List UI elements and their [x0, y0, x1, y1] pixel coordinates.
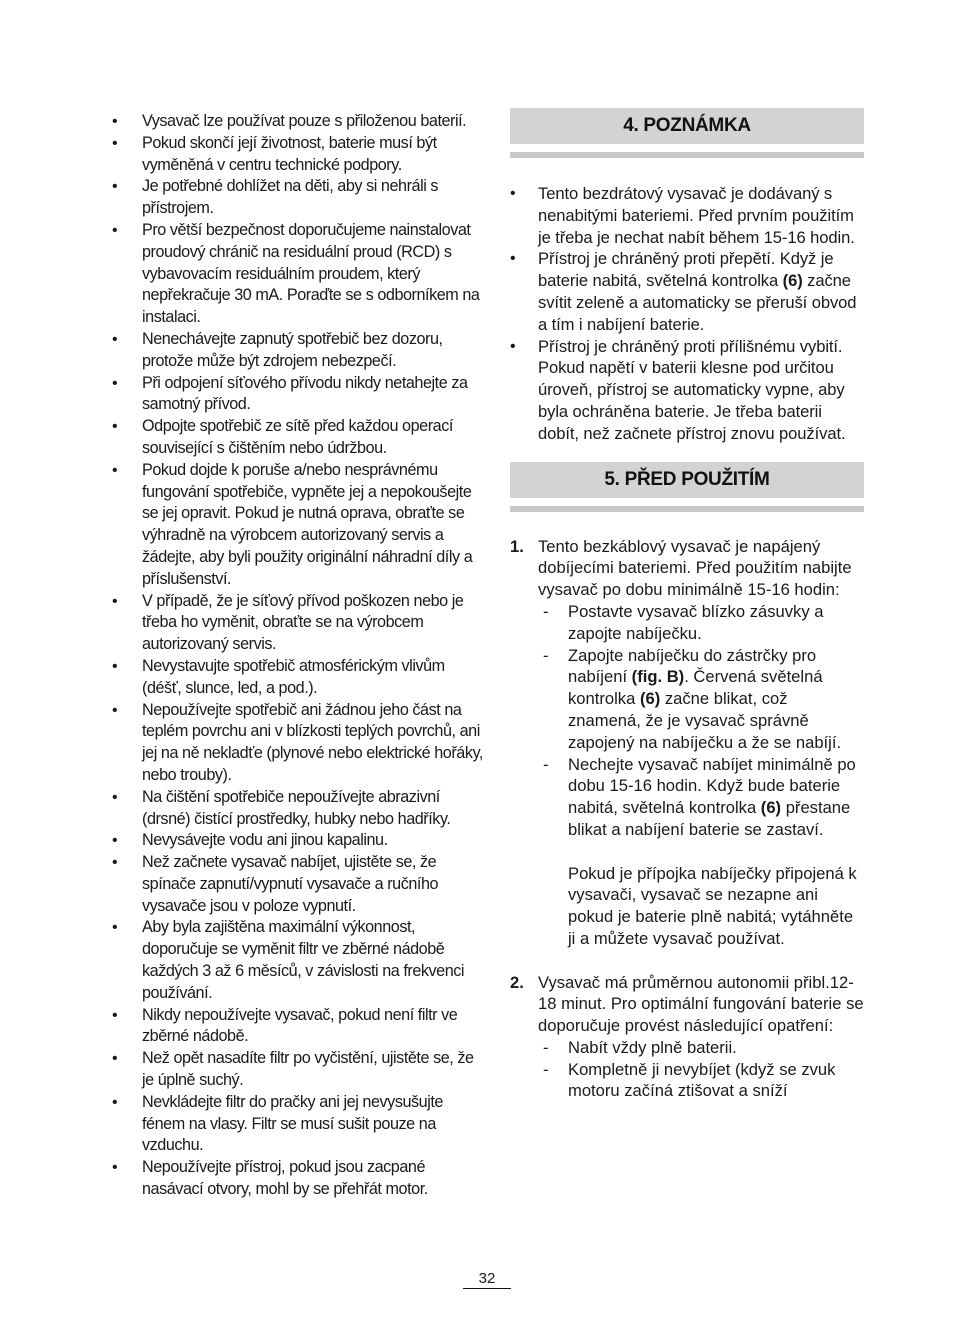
list-item: • Na čištění spotřebiče nepoužívejte abrazivní (drsné) čistící prostředky, hubky nebo hadříky. — [112, 787, 484, 831]
list-item: • Vysavač lze používat pouze s přiloženou baterií. — [112, 111, 484, 133]
safety-bullet-list — [112, 111, 484, 1201]
list-item: • Nikdy nepoužívejte vysavač, pokud není filtr ve zběrné nádobě. — [112, 1005, 484, 1049]
step-number: 1. — [510, 536, 524, 556]
section-4-heading: 4. POZNÁMKA — [510, 108, 864, 144]
list-item: • Nevystavujte spotřebič atmosférickým vlivům (déšť, slunce, led, a pod.). — [112, 656, 484, 700]
list-item: • Pro větší bezpečnost doporučujeme nainstalovat proudový chránič na residuální proud (RCD) s vybavovacím residuálním proudem, který nepřekračuje 30 mA. Poraďte se s odborníkem na instalaci. — [112, 220, 484, 329]
note-bullet-list — [510, 183, 864, 445]
list-item: • Než opět nasadíte filtr po vyčistění, ujistěte se, že je úplně suchý. — [112, 1048, 484, 1092]
right-column — [510, 108, 864, 1102]
left-column — [112, 111, 484, 1201]
note-paragraph: Pokud je přípojka nabíječky připojená k vysavači, vysavač se nezapne ani pokud je baterie plně nabitá; vytáhněte ji a můžete vysavač používat. — [568, 863, 857, 948]
step-item: 2. Vysavač má průměrnou autonomii přibl.12-18 minut. Pro optimální fungování baterie se doporučuje provést následující opatření: - Nabít vždy plně baterii. - Kompletně ji nevybíjet (když se zvuk motoru začíná ztišovat a sníží — [510, 972, 864, 1103]
list-item: • V případě, že je síťový přívod poškozen nebo je třeba ho vyměnit, obraťte se na výrobcem autorizovaný servis. — [112, 591, 484, 656]
list-item: • Pokud skončí její životnost, baterie musí být vyměněná v centru technické podpory. — [112, 133, 484, 177]
step-number: 2. — [510, 972, 524, 992]
list-item: • Přístroj je chráněný proti přepětí. Když je baterie nabitá, světelná kontrolka (6) začne svítit zeleně a automaticky se přeruší obvod a tím i nabíjení baterie. — [510, 248, 864, 335]
list-item: • Nepoužívejte přístroj, pokud jsou zacpané nasávací otvory, mohl by se přehřát motor. — [112, 1157, 484, 1201]
list-item: • Odpojte spotřebič ze sítě před každou operací související s čištěním nebo údržbou. — [112, 416, 484, 460]
list-item: • Tento bezdrátový vysavač je dodávaný s nenabitými bateriemi. Před prvním použitím je třeba je nechat nabít během 15-16 hodin. — [510, 183, 864, 248]
dash-item: - Nabít vždy plně baterii. — [538, 1037, 864, 1059]
dash-item: - Zapojte nabíječku do zástrčky pro nabíjení (fig. B). Červená světelná kontrolka (6) začne blikat, což znamená, že je vysavač správně zapojený na nabíječku a že se nabíjí. — [538, 645, 864, 754]
list-item: • Než začnete vysavač nabíjet, ujistěte se, že spínače zapnutí/vypnutí vysavače a ručního vysavače jsou v poloze vypnutí. — [112, 852, 484, 917]
page-number: 32 — [463, 1270, 511, 1289]
steps-list — [510, 536, 864, 1103]
list-item: • Nepoužívejte spotřebič ani žádnou jeho část na teplém povrchu ani v blízkosti teplých povrchů, ani jej na ně nekladťe (plynové nebo elektrické hořáky, nebo trouby). — [112, 700, 484, 787]
section-5-heading: 5. PŘED POUŽITÍM — [510, 462, 864, 498]
dash-item: - Nechejte vysavač nabíjet minimálně po dobu 15-16 hodin. Když bude baterie nabitá, světelná kontrolka (6) přestane blikat a nabíjení baterie se zastaví. — [538, 754, 864, 841]
dash-item: - Postavte vysavač blízko zásuvky a zapojte nabíječku. — [538, 601, 864, 645]
list-item: • Při odpojení síťového přívodu nikdy netahejte za samotný přívod. — [112, 373, 484, 417]
list-item: • Nenechávejte zapnutý spotřebič bez dozoru, protože může být zdrojem nebezpečí. — [112, 329, 484, 373]
list-item: • Nevkládejte filtr do pračky ani jej nevysušujte fénem na vlasy. Filtr se musí sušit pouze na vzduchu. — [112, 1092, 484, 1157]
list-item: • Pokud dojde k poruše a/nebo nesprávnému fungování spotřebiče, vypněte jej a nepokoušejte se jej opravit. Pokud je nutná oprava, obraťte se výhradně na výrobcem autorizovaný servis a žádejte, aby byli použity originální náhradní díly a příslušenství. — [112, 460, 484, 591]
list-item: • Aby byla zajištěna maximální výkonnost, doporučuje se vyměnit filtr ve zběrné nádobě každých 3 až 6 měsíců, v závislosti na frekvenci používání. — [112, 917, 484, 1004]
dash-item: - Kompletně ji nevybíjet (když se zvuk motoru začíná ztišovat a sníží — [538, 1059, 864, 1103]
list-item: • Je potřebné dohlížet na děti, aby si nehráli s přístrojem. — [112, 176, 484, 220]
step-item: 1. Tento bezkáblový vysavač je napájený dobíjecími bateriemi. Před použitím nabijte vysavač po dobu minimálně 15-16 hodin: - Postavte vysavač blízko zásuvky a zapojte nabíječku. - Zapojte nabíječku do zástrčky pro nabíjení (fig. B). Červená světelná kontrolka (6) začne blikat, což znamená, že je vysavač správně zapojený na nabíječku a že se nabíjí. - Nechejte vysavač nabíjet minimálně po dobu 15-16 hodin. Když bude baterie nabitá, světelná kontrolka (6) přestane blikat a nabíjení baterie se zastaví. Pokud je přípojka nabíječky připojená k vysavači, vysavač se nezapne ani pokud je baterie plně nabitá; vytáhněte ji a můžete vysavač používat. — [510, 536, 864, 950]
list-item: • Nevysávejte vodu ani jinou kapalinu. — [112, 830, 484, 852]
list-item: • Přístroj je chráněný proti přílišnému vybití. Pokud napětí v baterii klesne pod určitou úroveň, přístroj se automaticky vypne, aby byla ochráněna baterie. Je třeba baterii dobít, než začnete přístroj znovu používat. — [510, 336, 864, 445]
